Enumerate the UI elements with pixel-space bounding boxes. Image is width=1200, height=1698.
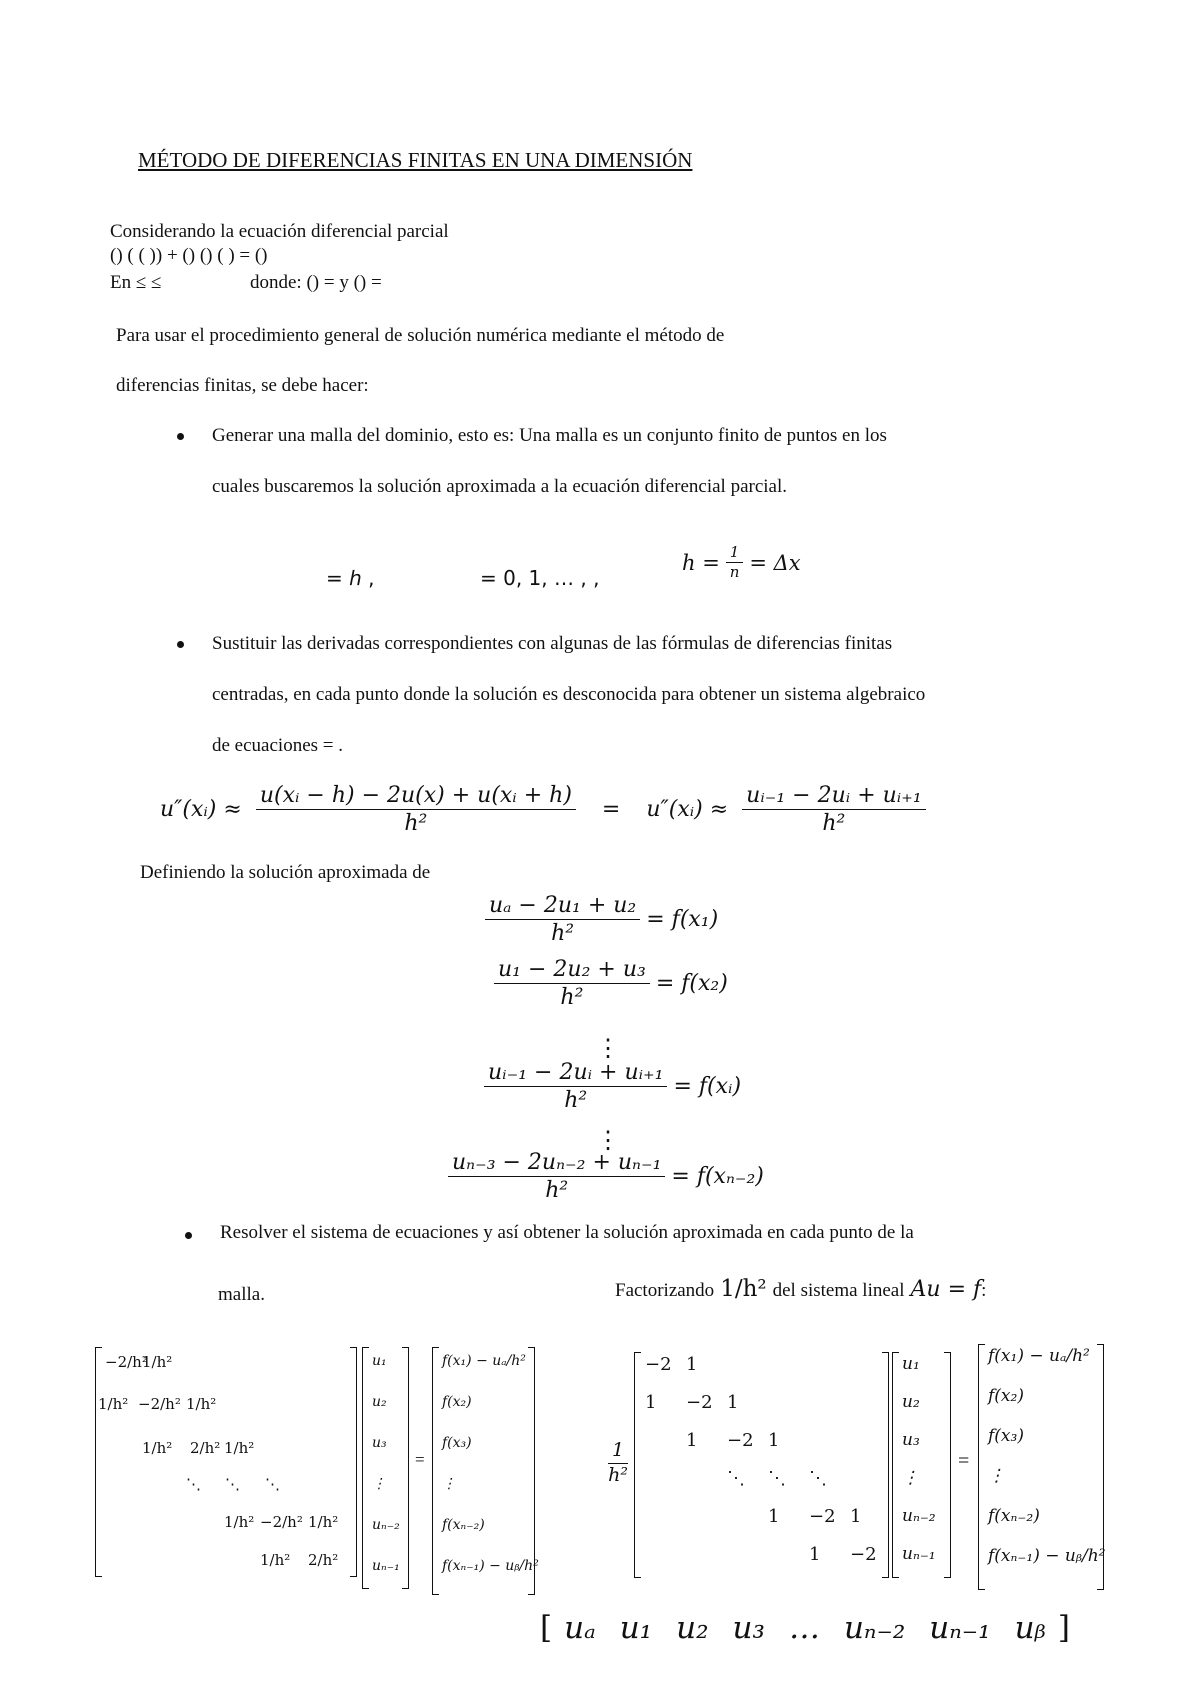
bullet-dot [177,641,184,648]
right-matrix-system [600,1340,1120,1595]
vector-entry: uᵦ [1014,1610,1046,1646]
matrix-entry: −2/h² [105,1353,148,1371]
bullet3-line-2: malla. [218,1284,265,1305]
matrix-entry: 1 [850,1506,862,1527]
u-entry: u₁ [372,1353,387,1369]
approx-lhs: u″(xᵢ) ≈ [160,797,242,823]
f-entry: f(x₁) − uₐ/h² [988,1346,1090,1366]
left-bracket [95,1347,102,1577]
left-bracket [362,1347,369,1589]
vector-entry: uₙ₋₂ [843,1610,906,1646]
matrix-entry: −2 [809,1506,836,1527]
left-matrix-system [90,1345,540,1595]
f-entry: ⋮ [442,1476,456,1492]
approx-frac-1: $\frac{\text{u(xᵢ − h) − 2u(x) + u(xᵢ + h)}}{\text{h²}}$ [256,783,576,837]
f-entry: f(x₂) [988,1386,1024,1406]
u-entry: u₁ [902,1354,920,1374]
bullet2-line-3: de ecuaciones = . [212,735,343,756]
f-entry: f(xₙ₋₁) − uᵦ/h² [442,1558,539,1574]
u-entry: uₙ₋₁ [372,1558,400,1574]
bullet2-line-2: centradas, en cada punto donde la solución es desconocida para obtener un sistema algebraico [212,684,926,705]
solution-vector [540,1610,1070,1646]
matrix-entry: −2 [850,1544,877,1565]
matrix-entry: ⋱ [225,1475,240,1493]
def-line: Definiendo la solución aproximada de [140,862,431,883]
right-equals: = [958,1450,970,1472]
vector-entry: … [788,1610,820,1646]
matrix-entry: 1/h² [98,1395,129,1413]
equation-i: $\frac{\text{uᵢ₋₁ − 2uᵢ + uᵢ₊₁}}{\text{h²}}$ = f(xᵢ) [484,1060,741,1114]
u-entry: u₂ [902,1392,920,1412]
matrix-entry: 1/h² [186,1395,217,1413]
matrix-entry: 2/h² [190,1439,221,1457]
equation-2: $\frac{\text{u₁ − 2u₂ + u₃}}{\text{h²}}$ = f(x₂) [494,957,728,1011]
matrix-entry: −2 [727,1430,754,1451]
para-line-2: diferencias finitas, se debe hacer: [116,375,369,396]
u-entry: ⋮ [902,1468,919,1488]
bullet1-line-2: cuales buscaremos la solución aproximada a la ecuación diferencial parcial. [212,476,788,497]
bullet-dot [177,433,184,440]
intro-equation-garbled: () ( ( )) + () () ( ) = () [110,245,268,266]
matrix-entry: 1/h² [308,1513,339,1531]
u-entry: u₂ [372,1394,387,1410]
left-bracket [978,1344,985,1590]
matrix-entry: −2 [686,1392,713,1413]
approx-eq: = [601,797,621,823]
matrix-entry: −2/h² [260,1513,303,1531]
approx-formula [160,783,926,837]
f-entry: ⋮ [988,1466,1005,1486]
matrix-entry: 1/h² [142,1353,173,1371]
f-entry: f(xₙ₋₂) [988,1506,1040,1526]
u-entry: uₙ₋₁ [902,1544,936,1564]
vdots: ⋮ [596,1128,620,1154]
vdots: ⋮ [596,1036,620,1062]
intro-boundary: donde: () = y () = [250,272,382,293]
bullet3-line-1: Resolver el sistema de ecuaciones y así obtener la solución aproximada en cada punto de la [220,1222,914,1243]
vector-entry: u₃ [732,1610,765,1646]
approx-frac-2: $\frac{\text{uᵢ₋₁ − 2uᵢ + uᵢ₊₁}}{\text{h²}}$ [742,783,925,837]
matrix-entry: −2 [645,1354,672,1375]
h-lhs: h = [682,550,720,575]
f-entry: f(xₙ₋₁) − uᵦ/h² [988,1546,1106,1566]
bullet2-line-1: Sustituir las derivadas correspondientes con algunas de las fórmulas de diferencias finitas [212,633,893,654]
matrix-entry: 1/h² [224,1439,255,1457]
right-bracket [402,1347,409,1589]
u-entry: uₙ₋₂ [902,1506,936,1526]
u-entry: u₃ [902,1430,920,1450]
matrix-entry: ⋱ [186,1475,201,1493]
matrix-entry: 2/h² [308,1551,339,1569]
vector-open-bracket: [ [540,1610,553,1646]
vector-entry: uₐ [564,1610,596,1646]
vector-items [552,1610,1058,1646]
left-bracket [432,1347,439,1595]
equation-n: $\frac{\text{uₙ₋₃ − 2uₙ₋₂ + uₙ₋₁}}{\text{h²}}$ = f(xₙ₋₂) [448,1150,764,1204]
intro-domain: En ≤ ≤ [110,272,162,293]
matrix-entry: 1 [768,1430,780,1451]
vector-entry: uₙ₋₁ [929,1610,991,1646]
equation-1: $\frac{\text{uₐ − 2u₁ + u₂}}{\text{h²}}$ = f(x₁) [485,893,718,947]
matrix-entry: ⋱ [727,1468,745,1489]
matrix-entry: 1/h² [142,1439,173,1457]
matrix-entry: 1 [686,1354,698,1375]
mesh-index: = 0, 1, … , , [480,566,600,590]
left-equals: = [415,1450,425,1469]
vector-entry: u₁ [619,1610,653,1646]
right-bracket [882,1352,889,1578]
f-entry: f(x₃) [988,1426,1024,1446]
right-bracket [350,1347,357,1577]
matrix-entry: 1/h² [260,1551,291,1569]
u-entry: u₃ [372,1435,387,1451]
f-entry: f(x₂) [442,1394,472,1410]
factor-line: Factorizando 1/h² del sistema lineal Au = f : [615,1276,987,1302]
matrix-entry: ⋱ [265,1475,280,1493]
u-entry: ⋮ [372,1476,386,1492]
matrix-entry: ⋱ [768,1468,786,1489]
scalar-factor: $\frac{1}{\text{h²}}$ [608,1439,628,1486]
left-bracket [892,1352,899,1578]
f-entry: f(x₃) [442,1435,472,1451]
u-entry: uₙ₋₂ [372,1517,400,1533]
h-fraction: $\frac{1}{n}$ [726,544,744,582]
matrix-entry: 1 [809,1544,821,1565]
matrix-entry: −2/h² [138,1395,181,1413]
left-bracket [634,1352,641,1578]
matrix-entry: 1/h² [224,1513,255,1531]
mesh-xi: = ℎ , [326,566,375,590]
right-bracket [944,1352,951,1578]
matrix-entry: 1 [768,1506,780,1527]
intro-line-1: Considerando la ecuación diferencial parcial [110,221,449,242]
matrix-entry: ⋱ [809,1468,827,1489]
approx-lhs-2: u″(xᵢ) ≈ [646,797,729,823]
bullet1-line-1: Generar una malla del dominio, esto es: Una malla es un conjunto finito de puntos en los [212,425,887,446]
matrix-entry: 1 [645,1392,657,1413]
vector-close-bracket: ] [1057,1610,1070,1646]
page-title: MÉTODO DE DIFERENCIAS FINITAS EN UNA DIMENSIÓN [138,148,693,172]
matrix-entry: 1 [727,1392,739,1413]
f-entry: f(x₁) − uₐ/h² [442,1353,526,1369]
f-entry: f(xₙ₋₂) [442,1517,485,1533]
vector-entry: u₂ [676,1610,709,1646]
bullet-dot [185,1232,192,1239]
h-rhs: = Δx [749,550,801,575]
mesh-h [682,544,801,582]
matrix-entry: 1 [686,1430,698,1451]
para-line-1: Para usar el procedimiento general de solución numérica mediante el método de [116,325,725,346]
